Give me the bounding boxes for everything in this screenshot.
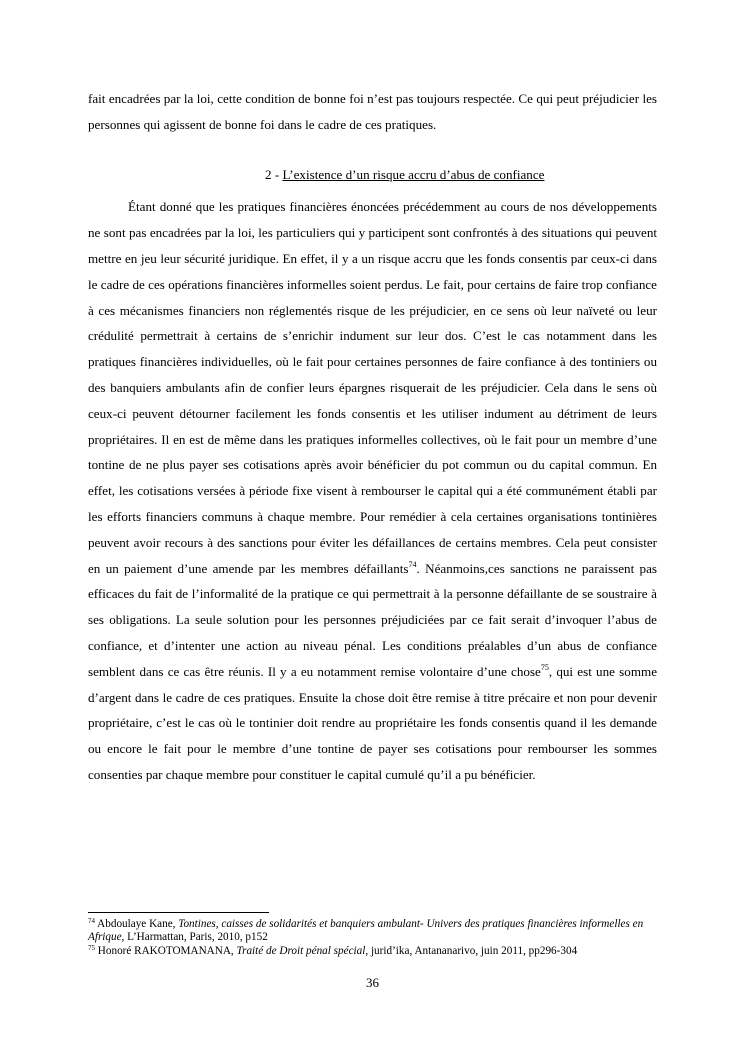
intro-paragraph: fait encadrées par la loi, cette condition de bonne foi n’est pas toujours respectée. Ce qui peut préjudicier les personnes qui agissent de bonne foi dans le cadre de ces pratiques. <box>88 91 657 132</box>
footnotes <box>88 918 660 958</box>
page-body <box>88 86 657 788</box>
footnote-ref-75[interactable]: 75 <box>540 662 549 672</box>
page-number: 36 <box>366 975 379 990</box>
footnote-74 <box>88 918 660 945</box>
body-text-part3: , qui est une somme d’argent dans le cadre de ces pratiques. Ensuite la chose doit être remise à titre précaire et non pour devenir propriétaire, c’est le cas où le tontinier doit rendre au propriétaire les fonds consentis quand il les demande ou encore le fait pour le membre d’une tontine de payer ses cotisations pour rembourser les sommes consenties par chaque membre pour constituer le capital cumulé qu’il a pu bénéficier. <box>88 663 658 782</box>
footnote-separator <box>88 912 269 913</box>
section-number: 2 - <box>265 166 283 182</box>
section-heading <box>88 162 657 188</box>
footnote-publication: L’Harmattan, Paris, 2010, p152 <box>124 931 268 944</box>
footnote-publication: , jurid’ika, Antananarivo, juin 2011, pp296-304 <box>365 944 578 957</box>
footnote-title: Tontines, caisses de solidarités et banquiers ambulant- Univers des pratiques financières informelles en Afrique, <box>88 918 644 944</box>
body-text-part2: . Néanmoins,ces sanctions ne paraissent pas efficaces du fait de l’informalité de la pratique ce qui permettrait à la personne défaillante de se soustraire à ses obligations. La seule solution pour les personnes préjudiciées par ce fait serait d’invoquer l’abus de confiance, et d’intenter une action au niveau pénal. Les conditions préalables d’un abus de confiance semblent dans ce cas être réunis. Il y a eu notamment remise volontaire d’une chose <box>88 560 658 679</box>
footnote-author: Abdoulaye Kane, <box>95 918 179 930</box>
footnote-ref-74[interactable]: 74 <box>408 559 417 569</box>
footnote-75 <box>88 945 660 958</box>
footnote-number: 75 <box>88 943 95 952</box>
section-title: L’existence d’un risque accru d’abus de confiance <box>282 166 545 182</box>
footnote-title: Traité de Droit pénal spécial <box>236 944 366 957</box>
footnote-number: 74 <box>88 917 95 925</box>
body-text-part1: Étant donné que les pratiques financières énoncées précédemment au cours de nos développements ne sont pas encadrées par la loi, les particuliers qui y participent sont confrontés à des situations qui peuvent mettre en jeu leur sécurité juridique. En effet, il y a un risque accru que les fonds consentis par ceux-ci dans le cadre de ces opérations financières informelles soient perdus. Le fait, pour certains de faire trop confiance à ces mécanismes financiers non réglementés risque de les préjudicier, en ce sens où leur naïveté ou leur crédulité permettrait à certains de s’enrichir indument sur leur dos. C’est le cas notamment dans les pratiques financières individuelles, où le fait pour certaines personnes de faire confiance à des tontiniers ou des banquiers ambulants afin de confier leurs épargnes risquerait de les préjudicier. Cela dans le sens où ceux-ci peuvent détourner facilement les fonds consentis et les utiliser indument au détriment de leurs propriétaires. Il en est de même dans les pratiques informelles collectives, où le fait pour un membre d’une tontine de ne plus payer ses cotisations après avoir bénéficier du pot commun ou du capital commun. En effet, les cotisations versées à période fixe visent à rembourser le capital qui a été communément établi par les efforts financiers communs à chaque membre. Pour remédier à cela certaines organisations tontinières peuvent avoir recours à des sanctions pour éviter les défaillances de certains membres. Cela peut consister en un paiement d’une amende par les membres défaillants <box>88 199 657 576</box>
footnote-author: Honoré RAKOTOMANANA, <box>95 944 237 957</box>
body-paragraph <box>88 194 657 787</box>
